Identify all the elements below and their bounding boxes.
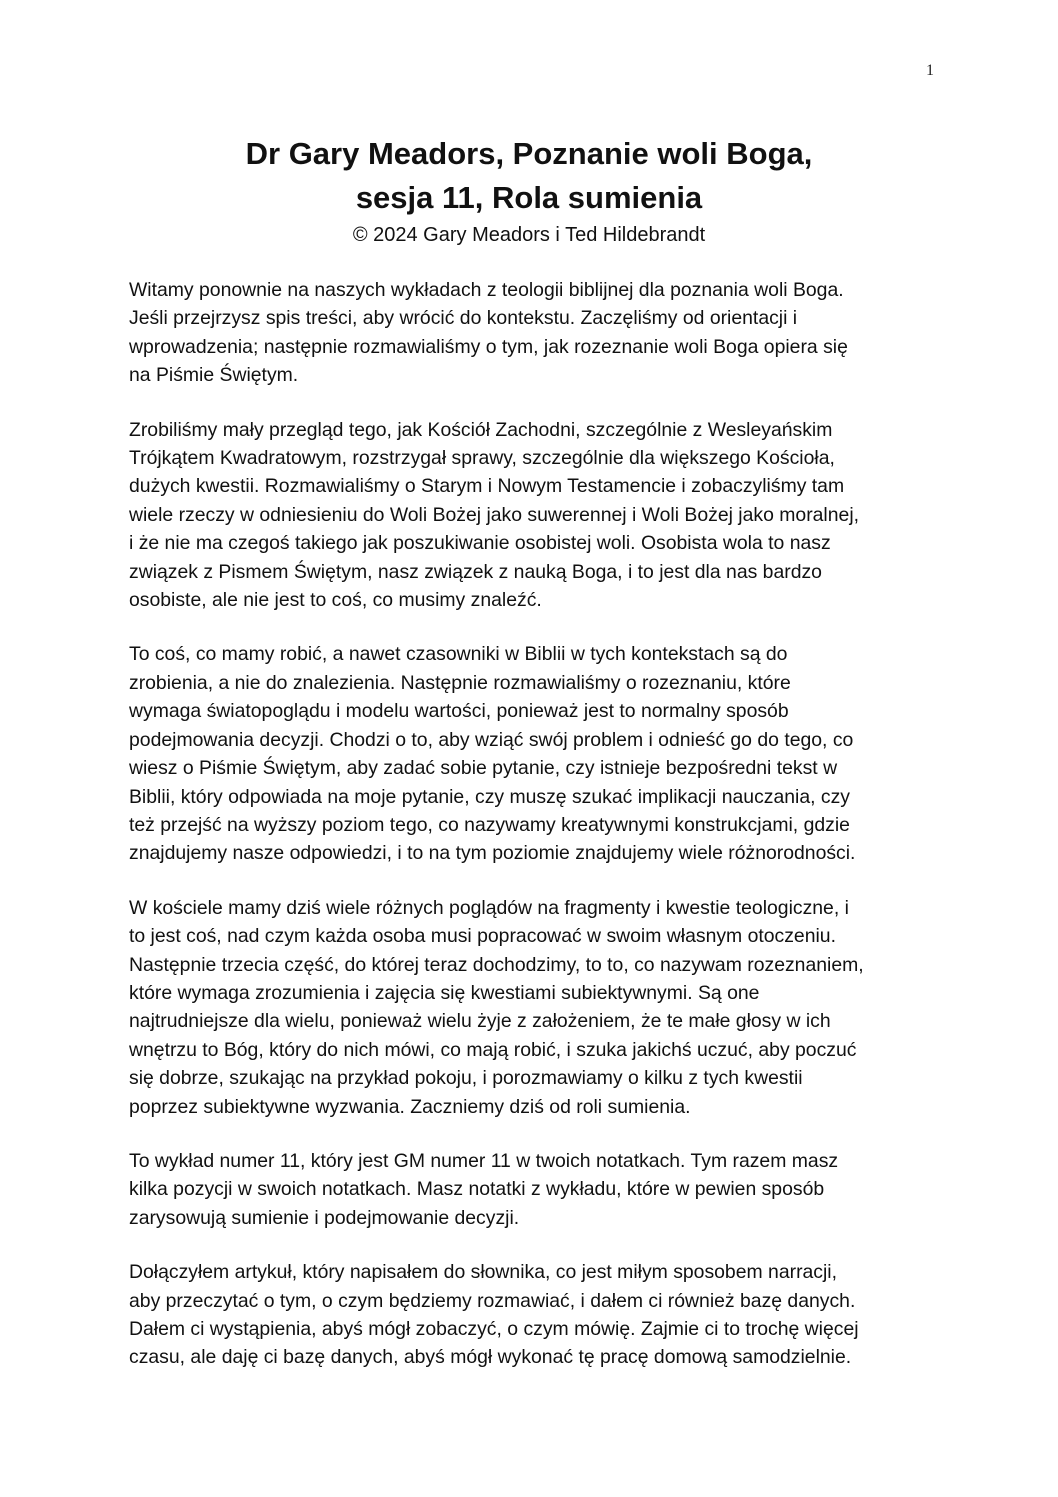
text-line: czasu, ale daję ci bazę danych, abyś mógł wykonać tę pracę domową samodzielnie. <box>129 1346 852 1369</box>
text-line: Trójkątem Kwadratowym, rozstrzygał sprawy, szczególnie dla większego Kościoła, <box>129 447 835 470</box>
text-line: podejmowania decyzji. Chodzi o to, aby wziąć swój problem i odnieść go do tego, co <box>129 728 854 751</box>
text-line: To wykład numer 11, który jest GM numer 11 w twoich notatkach. Tym razem masz <box>129 1149 839 1172</box>
text-line: to jest coś, nad czym każda osoba musi popracować w swoim własnym otoczeniu. <box>129 925 836 948</box>
text-line: Jeśli przejrzysz spis treści, aby wrócić do kontekstu. Zaczęliśmy od orientacji i <box>129 307 798 330</box>
text-line: kilka pozycji w swoich notatkach. Masz notatki z wykładu, które w pewien sposób <box>129 1178 825 1201</box>
text-line: wiesz o Piśmie Świętym, aby zadać sobie pytanie, czy istnieje bezpośredni tekst w <box>129 757 838 780</box>
text-line: wymaga światopoglądu i modelu wartości, ponieważ jest to normalny sposób <box>129 700 789 723</box>
text-line: i że nie ma czegoś takiego jak poszukiwanie osobistej woli. Osobista wola to nasz <box>129 532 831 555</box>
document-title-line-1: Dr Gary Meadors, Poznanie woli Boga, <box>245 136 813 171</box>
text-line: wprowadzenia; następnie rozmawialiśmy o tym, jak rozeznanie woli Boga opiera się <box>129 335 848 358</box>
paragraph <box>129 1258 929 1372</box>
text-line: W kościele mamy dziś wiele różnych poglądów na fragmenty i kwestie teologiczne, i <box>129 896 849 919</box>
text-line: się dobrze, szukając na przykład pokoju, i porozmawiamy o kilku z tych kwestii <box>129 1067 803 1090</box>
text-line: aby przeczytać o tym, o czym będziemy rozmawiać, i dałem ci również bazę danych. <box>129 1289 856 1312</box>
text-line: Zrobiliśmy mały przegląd tego, jak Kościół Zachodni, szczególnie z Wesleyańskim <box>129 418 833 441</box>
text-line: Następnie trzecia część, do której teraz dochodzimy, to to, co nazywam rozeznaniem, <box>129 953 864 976</box>
copyright-notice: © 2024 Gary Meadors i Ted Hildebrandt <box>352 224 706 246</box>
page-number: 1 <box>926 62 934 79</box>
paragraph <box>129 894 929 1121</box>
text-line: zrobienia, a nie do znalezienia. Następnie rozmawialiśmy o rozeznaniu, które <box>129 671 791 694</box>
text-line: zarysowują sumienie i podejmowanie decyzji. <box>129 1206 520 1229</box>
text-line: osobiste, ale nie jest to coś, co musimy znaleźć. <box>129 589 542 612</box>
text-line: Dołączyłem artykuł, który napisałem do słownika, co jest miłym sposobem narracji, <box>129 1261 838 1284</box>
text-line: Dałem ci wystąpienia, abyś mógł zobaczyć, o czym mówię. Zajmie ci to trochę więcej <box>129 1318 859 1340</box>
paragraph <box>129 416 929 615</box>
document-body <box>129 276 929 1398</box>
text-line: na Piśmie Świętym. <box>129 364 299 387</box>
text-line: Witamy ponownie na naszych wykładach z teologii biblijnej dla poznania woli Boga. <box>129 279 844 301</box>
text-line: wnętrzu to Bóg, który do nich mówi, co mają robić, i szuka jakichś uczuć, aby poczuć <box>129 1038 857 1061</box>
text-line: najtrudniejsze dla wielu, ponieważ wielu żyje z założeniem, że te małe głosy w ich <box>129 1010 831 1033</box>
paragraph <box>129 640 929 867</box>
text-line: które wymaga zrozumienia i zajęcia się kwestiami subiektywnymi. Są one <box>129 981 760 1004</box>
text-line: związek z Pismem Świętym, nasz związek z nauką Boga, i to jest dla nas bardzo <box>129 560 822 583</box>
text-line: też przejść na wyższy poziom tego, co nazywamy kreatywnymi konstrukcjami, gdzie <box>129 813 850 836</box>
text-line: dużych kwestii. Rozmawialiśmy o Starym i Nowym Testamencie i zobaczyliśmy tam <box>129 475 845 498</box>
text-line: znajdujemy nasze odpowiedzi, i to na tym poziomie znajdujemy wiele różnorodności. <box>129 842 856 865</box>
text-line: Biblii, który odpowiada na moje pytanie, czy muszę szukać implikacji nauczania, czy <box>129 785 851 808</box>
text-line: poprzez subiektywne wyzwania. Zaczniemy dziś od roli sumienia. <box>129 1095 691 1118</box>
paragraph <box>129 276 929 390</box>
paragraph <box>129 1147 929 1232</box>
text-line: To coś, co mamy robić, a nawet czasowniki w Biblii w tych kontekstach są do <box>129 643 788 666</box>
document-title-line-2: sesja 11, Rola sumienia <box>355 180 703 215</box>
text-line: wiele rzeczy w odniesieniu do Woli Bożej jako suwerennej i Woli Bożej jako moralnej, <box>129 503 860 526</box>
title-block <box>0 132 1058 250</box>
